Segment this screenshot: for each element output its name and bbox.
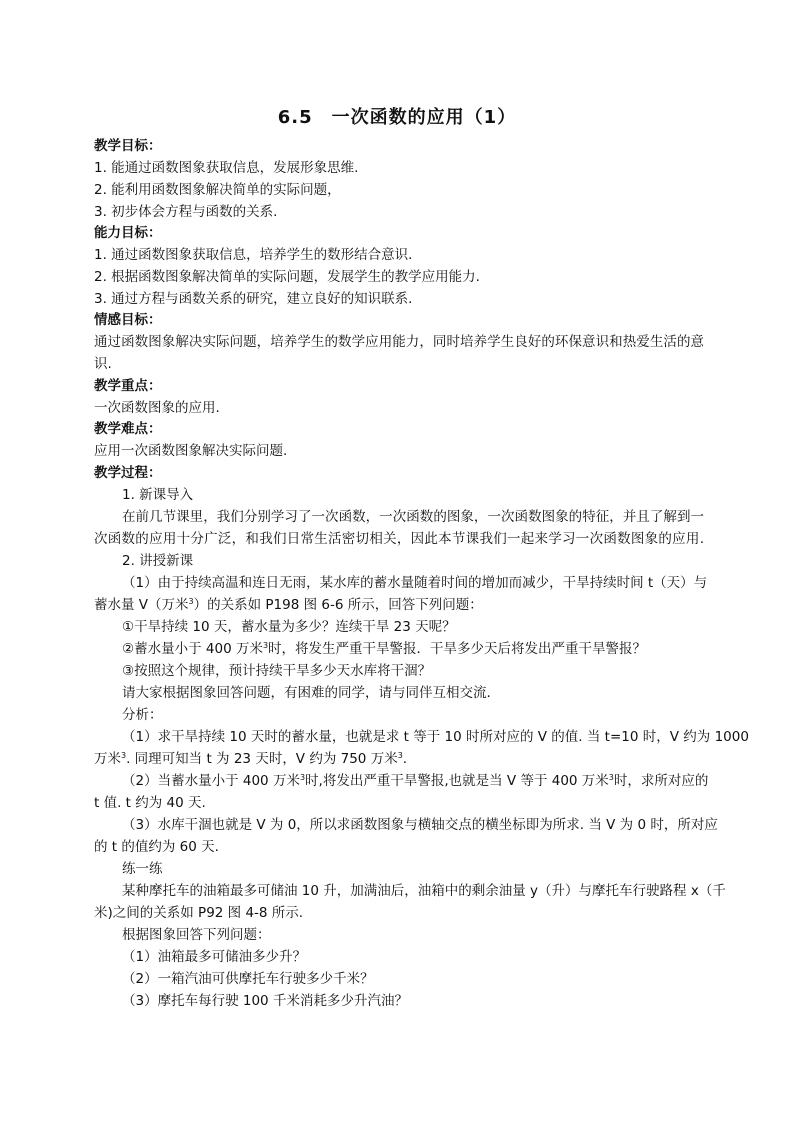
answer-2-line-1: （2）当蓄水量小于 400 万米$^3$时,将发出严重干旱警报,也就是当 V 等于 400 万米$^3$时，求所对应的	[122, 773, 709, 789]
teaching-goal-2: 2. 能利用函数图象解决简单的实际问题，	[94, 182, 341, 198]
intro-line-1: 在前几节课里，我们分别学习了一次函数，一次函数的图象，一次函数图象的特征，并且了解到一	[122, 509, 704, 525]
exercise-line-2: 米)之间的关系如 P92 图 4-8 所示.	[94, 905, 304, 921]
answer-1-line-1: （1）求干旱持续 10 天时的蓄水量，也就是求 t 等于 10 时所对应的 V 的值. 当 t=10 时，V 约为 1000	[122, 729, 749, 745]
exercise-question-1: （1）油箱最多可储油多少升？	[122, 949, 307, 965]
teaching-goals-heading: 教学目标：	[94, 138, 162, 154]
difficulty-heading: 教学难点：	[94, 421, 162, 437]
ability-goal-2: 2. 根据函数图象解决简单的实际问题，发展学生的教学应用能力.	[94, 269, 480, 285]
emotion-goals-line-2: 识.	[94, 356, 112, 372]
step-1-label: 1. 新课导入	[122, 487, 194, 503]
ability-goals-heading: 能力目标：	[94, 225, 162, 241]
intro-line-2: 次函数的应用十分广泛，和我们日常生活密切相关，因此本节课我们一起来学习一次函数图象的应用.	[94, 531, 704, 547]
exercise-line-1: 某种摩托车的油箱最多可储油 10 升，加满油后，油箱中的剩余油量 y（升）与摩托车行驶路程 x（千	[122, 883, 726, 899]
analysis-label: 分析：	[122, 707, 163, 723]
exercise-prompt: 根据图象回答下列问题：	[122, 927, 271, 943]
answer-3-line-2: 的 t 的值约为 60 天.	[94, 839, 219, 855]
teaching-goal-3: 3. 初步体会方程与函数的关系.	[94, 204, 278, 220]
problem-line-1: （1）由于持续高温和连日无雨，某水库的蓄水量随着时间的增加而减少，干旱持续时间 t（天）与	[122, 575, 708, 591]
question-3: ③按照这个规律，预计持续干旱多少天水库将干涸？	[122, 663, 432, 679]
ability-goal-1: 1. 通过函数图象获取信息，培养学生的数形结合意识.	[94, 247, 413, 263]
emotion-goals-heading: 情感目标：	[94, 312, 162, 328]
key-point-heading: 教学重点：	[94, 378, 162, 394]
problem-line-2: 蓄水量 V（万米$^3$）的关系如 P198 图 6-6 所示，回答下列问题：	[94, 597, 483, 613]
answer-2-line-2: t 值. t 约为 40 天.	[94, 795, 206, 811]
ability-goal-3: 3. 通过方程与函数关系的研究，建立良好的知识联系.	[94, 291, 413, 307]
page-title: 6.5 一次函数的应用（1）	[277, 107, 517, 128]
emotion-goals-line-1: 通过函数图象解决实际问题，培养学生的数学应用能力，同时培养学生良好的环保意识和热爱生活的意	[94, 334, 704, 350]
difficulty-text: 应用一次函数图象解决实际问题.	[94, 443, 288, 459]
key-point-text: 一次函数图象的应用.	[94, 400, 220, 416]
practice-label: 练一练	[122, 861, 163, 877]
step-2-label: 2. 讲授新课	[122, 553, 194, 569]
exercise-question-2: （2）一箱汽油可供摩托车行驶多少千米？	[122, 971, 374, 987]
exercise-question-3: （3）摩托车每行驶 100 千米消耗多少升汽油？	[122, 993, 408, 1009]
answer-3-line-1: （3）水库干涸也就是 V 为 0，所以求函数图象与横轴交点的横坐标即为所求. 当 V 为 0 时，所对应	[122, 817, 718, 833]
discussion-prompt: 请大家根据图象回答问题，有困难的同学，请与同伴互相交流.	[122, 685, 491, 701]
teaching-goal-1: 1. 能通过函数图象获取信息，发展形象思维.	[94, 160, 359, 176]
process-heading: 教学过程：	[94, 465, 162, 481]
answer-1-line-2: 万米$^3$. 同理可知当 t 为 23 天时，V 约为 750 万米$^3$.	[94, 751, 408, 767]
question-1: ①干旱持续 10 天，蓄水量为多少？连续干旱 23 天呢？	[122, 619, 456, 635]
question-2: ②蓄水量小于 400 万米$^3$时，将发生严重干旱警报．干旱多少天后将发出严重干旱警报？	[122, 641, 647, 657]
